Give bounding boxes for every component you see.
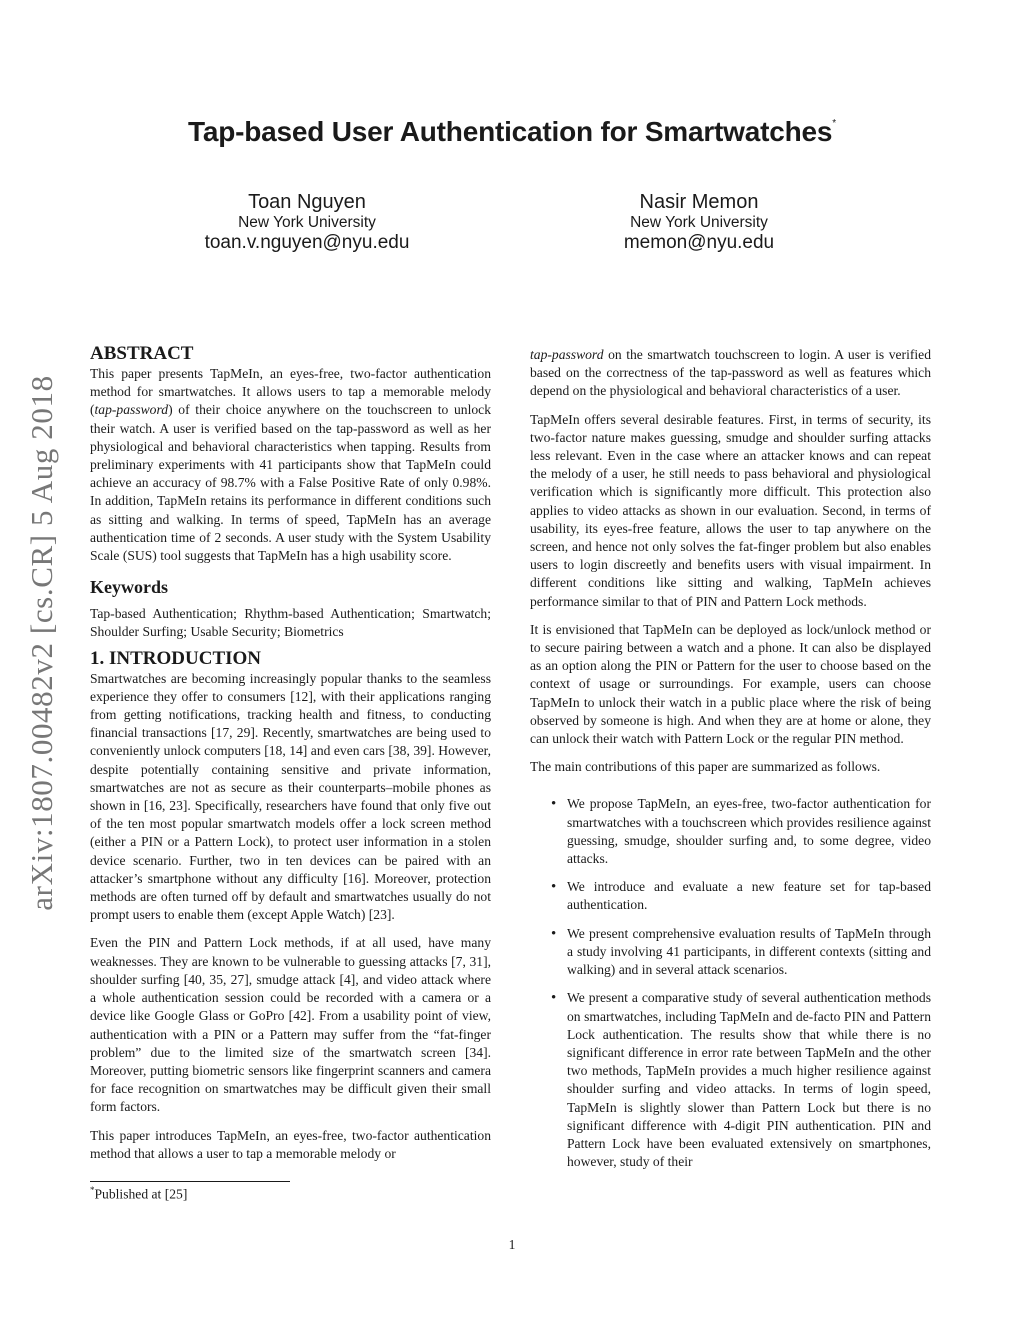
author-name: Toan Nguyen — [248, 191, 366, 213]
list-item: • We propose TapMeIn, an eyes-free, two-factor authentication for smartwatches with a touchscreen which provides resilience against guessing, smudge, shoulder surfing and, to some degree, video attacks. — [567, 795, 931, 868]
arxiv-sidebar-stamp — [24, 355, 60, 930]
list-item: • We present comprehensive evaluation results of TapMeIn through a study involving 41 participants, in different contexts (sitting and walking) and in several attack scenarios. — [567, 925, 931, 980]
abstract-italic-term: tap-password — [94, 402, 169, 418]
paper-title — [0, 116, 1024, 148]
author-email: memon@nyu.edu — [623, 232, 775, 253]
list-item: • We present a comparative study of several authentication methods on smartwatches, including TapMeIn and de-facto PIN and Pattern Lock authentication. The results show that while there is no significant difference in error rate between TapMeIn and the other two methods, TapMeIn provides a much higher resilience against shoulder surfing and video attacks. In terms of login speed, TapMeIn is slightly slower than Pattern Lock but there is no significant difference with 4-digit PIN authentication. PIN and Pattern Lock have been evaluated extensively on smartphones, however, study of their — [567, 989, 931, 1171]
left-column — [90, 343, 491, 1163]
right-column — [530, 346, 931, 1171]
author-affiliation: New York University — [630, 214, 768, 231]
intro-paragraph-7: The main contributions of this paper are summarized as follows. — [530, 759, 881, 775]
keywords-text: Tap-based Authentication; Rhythm-based Authentication; Smartwatch; Shoulder Surfing; Usable Security; Biometrics — [90, 606, 491, 640]
introduction-heading: 1. INTRODUCTION — [90, 647, 262, 669]
intro-text-part: on the smartwatch touchscreen to login. A user is verified based on the correctness of the tap-password as well as features which depend on the physiological and behavioral characteristics of a user. — [530, 347, 931, 399]
author-name: Nasir Memon — [639, 191, 759, 213]
intro-paragraph-2: Even the PIN and Pattern Lock methods, if at all used, have many weaknesses. They are known to be vulnerable to guessing attacks [7, 31], shoulder surfing [40, 35, 27], smudge attack [4], and video attack where a whole authentication session could be recorded with a camera or a device like Google Glass or GoPro [42]. From a usability point of view, authentication with a PIN or a Pattern may suffer from the “fat-finger problem” due to the limited size of the smartwatch screen [34]. Moreover, putting biometric sensors like fingerprint scanners and camera for face recognition on smartwatches may be difficult given their small form factors. — [90, 935, 491, 1115]
title-text: Tap-based User Authentication for Smartwatches — [188, 116, 833, 147]
author-affiliation: New York University — [238, 214, 376, 231]
intro-italic-term: tap-password — [530, 347, 604, 362]
footnote-mark: * — [90, 1185, 95, 1195]
author-block-1 — [157, 190, 457, 254]
intro-paragraph-4 — [530, 346, 931, 401]
list-item: • We introduce and evaluate a new feature set for tap-based authentication. — [567, 878, 931, 914]
intro-paragraph-6: It is envisioned that TapMeIn can be deployed as lock/unlock method or to secure pairing between a watch and a phone. It can also be displayed as an option along the PIN or Pattern for the user to choose based on the context of usage or surroundings. For example, users can choose TapMeIn to unlock their watch in a public place where the risk of being observed by someone is high. And when they are at home or alone, they can unlock their watch with Pattern Lock or the regular PIN method. — [530, 621, 931, 747]
author-email: toan.v.nguyen@nyu.edu — [204, 232, 410, 253]
abstract-text-part: ) of their choice anywhere on the touchscreen to unlock their watch. A user is verified based on the tap-password as well as her physiological and behavioral characteristics when tapping. Results from preliminary experiments with 41 participants show that TapMeIn could achieve an accuracy of 98.7% with a False Positive Rate of only 0.98%. In addition, TapMeIn retains its performance in different conditions such as sitting and walking. In terms of speed, TapMeIn has an average authentication time of 2 seconds. A user study with the System Usability Scale (SUS) tool suggests that TapMeIn has a high usability score. — [90, 402, 491, 564]
intro-paragraph-1: Smartwatches are becoming increasingly popular thanks to the seamless experience they offer to consumers [12], with their applications ranging from getting notifications, tracking health and fitness, to conducting financial transactions [17, 29]. Recently, smartwatches are being used to conveniently unlock computers [18, 14] and even cars [38, 39]. However, despite potentially containing sensitive and private information, smartwatches are not as secure as their counterparts–mobile phones as shown in [16, 23]. Specifically, researchers have found that only five out of the ten most popular smartwatch models offer a lock screen method (either a PIN or a Pattern Lock), to protect user information in a stolen device scenario. Further, two in ten devices can be paired with an attacker’s smartphone without any difficulty [16]. Moreover, protection methods are often turned off by default and smartwatches usually do not prompt users to enable them (except Apple Watch) [23]. — [90, 670, 491, 923]
intro-paragraph-3: This paper introduces TapMeIn, an eyes-free, two-factor authentication method that allows a user to tap a memorable melody or — [90, 1127, 491, 1161]
contributions-list — [530, 795, 931, 1171]
abstract-heading: ABSTRACT — [90, 343, 194, 364]
keywords-heading: Keywords — [90, 577, 168, 598]
arxiv-id: arXiv:1807.00482v2 [cs.CR] 5 Aug 2018 — [24, 374, 59, 911]
page-number: 1 — [508, 1237, 516, 1252]
intro-paragraph-5: TapMeIn offers several desirable features. First, in terms of security, its two-factor nature makes guessing, smudge and shoulder surfing attacks less relevant. Even in the case where an attacker knows and can repeat the melody of a user, he still needs to pass behavioral and physiological verification which is significantly more difficult. This protection also applies to video attacks as shown in our evaluation. Second, in terms of usability, its eyes-free feature, allows the user to tap anywhere on the screen, and hence not only solves the fat-finger problem but also enables users to login discreetly and benefits users with visual impairment. In different conditions like sitting and walking, TapMeIn achieves performance similar to that of PIN and Pattern Lock methods. — [530, 411, 931, 609]
title-footnote-mark: * — [832, 118, 836, 129]
author-block-2 — [549, 190, 849, 254]
footnote-text: Published at [25] — [94, 1186, 188, 1202]
abstract-text — [90, 365, 491, 565]
footnote — [90, 1181, 290, 1203]
abstract-text-part: This paper presents TapMeIn, an eyes-free, two-factor authentication method for smartwatches. It allows users to tap a memorable melody ( — [90, 366, 491, 418]
